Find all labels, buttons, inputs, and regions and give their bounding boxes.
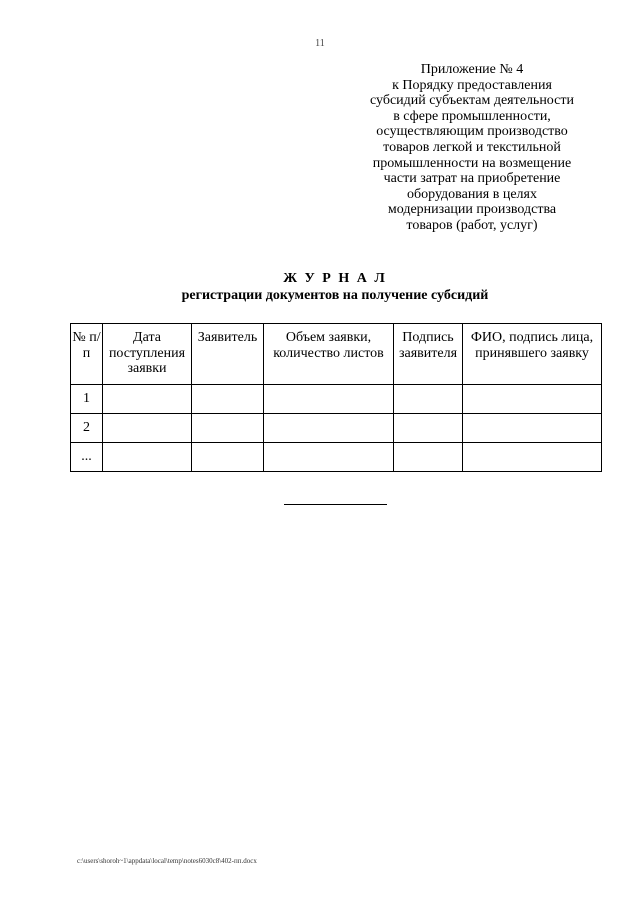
end-divider <box>284 504 387 505</box>
header-signature: Подпись заявителя <box>394 324 463 385</box>
table-header-row <box>71 324 602 385</box>
header-volume: Объем заявки, количество листов <box>264 324 394 385</box>
table-cell <box>463 414 602 443</box>
footer-file-path: c:\users\shoroh~1\appdata\local\temp\notes6030c8\402-пп.docx <box>77 857 257 865</box>
table-cell <box>463 443 602 472</box>
table-cell <box>394 414 463 443</box>
table-cell: 1 <box>71 385 103 414</box>
table-cell <box>394 385 463 414</box>
header-number: № п/п <box>71 324 103 385</box>
header-date: Дата поступления заявки <box>103 324 192 385</box>
appendix-line: к Порядку предоставления <box>392 77 552 93</box>
table-cell <box>103 443 192 472</box>
table-cell <box>394 443 463 472</box>
table-cell <box>192 414 264 443</box>
appendix-line: товаров (работ, услуг) <box>406 217 538 233</box>
table-cell <box>264 443 394 472</box>
table-cell <box>264 385 394 414</box>
appendix-line: промышленности на возмещение <box>372 155 572 171</box>
table-cell: 2 <box>71 414 103 443</box>
appendix-line: осуществляющим производство <box>376 124 568 140</box>
appendix-line: субсидий субъектам деятельности <box>370 93 574 109</box>
registration-table <box>70 323 602 472</box>
table-cell <box>463 385 602 414</box>
appendix-line: товаров легкой и текстильной <box>383 139 561 155</box>
appendix-line: модернизации производства <box>387 202 557 218</box>
table-row <box>71 443 602 472</box>
table-cell <box>103 385 192 414</box>
appendix-line: части затрат на приобретение <box>383 171 561 187</box>
table-cell <box>192 443 264 472</box>
table-cell <box>103 414 192 443</box>
page-number: 11 <box>315 38 325 49</box>
appendix-line: оборудования в целях <box>407 186 537 202</box>
appendix-header <box>352 62 592 234</box>
table-cell <box>264 414 394 443</box>
table-cell: ... <box>71 443 103 472</box>
journal-title: Ж У Р Н А Л <box>283 271 387 286</box>
header-applicant: Заявитель <box>192 324 264 385</box>
table-row <box>71 414 602 443</box>
appendix-line: в сфере промышленности, <box>393 108 551 124</box>
journal-subtitle: регистрации документов на получение субсидий <box>181 288 489 303</box>
appendix-line: Приложение № 4 <box>420 62 524 77</box>
header-receiver: ФИО, подпись лица, принявшего заявку <box>463 324 602 385</box>
table-cell <box>192 385 264 414</box>
table-row <box>71 385 602 414</box>
